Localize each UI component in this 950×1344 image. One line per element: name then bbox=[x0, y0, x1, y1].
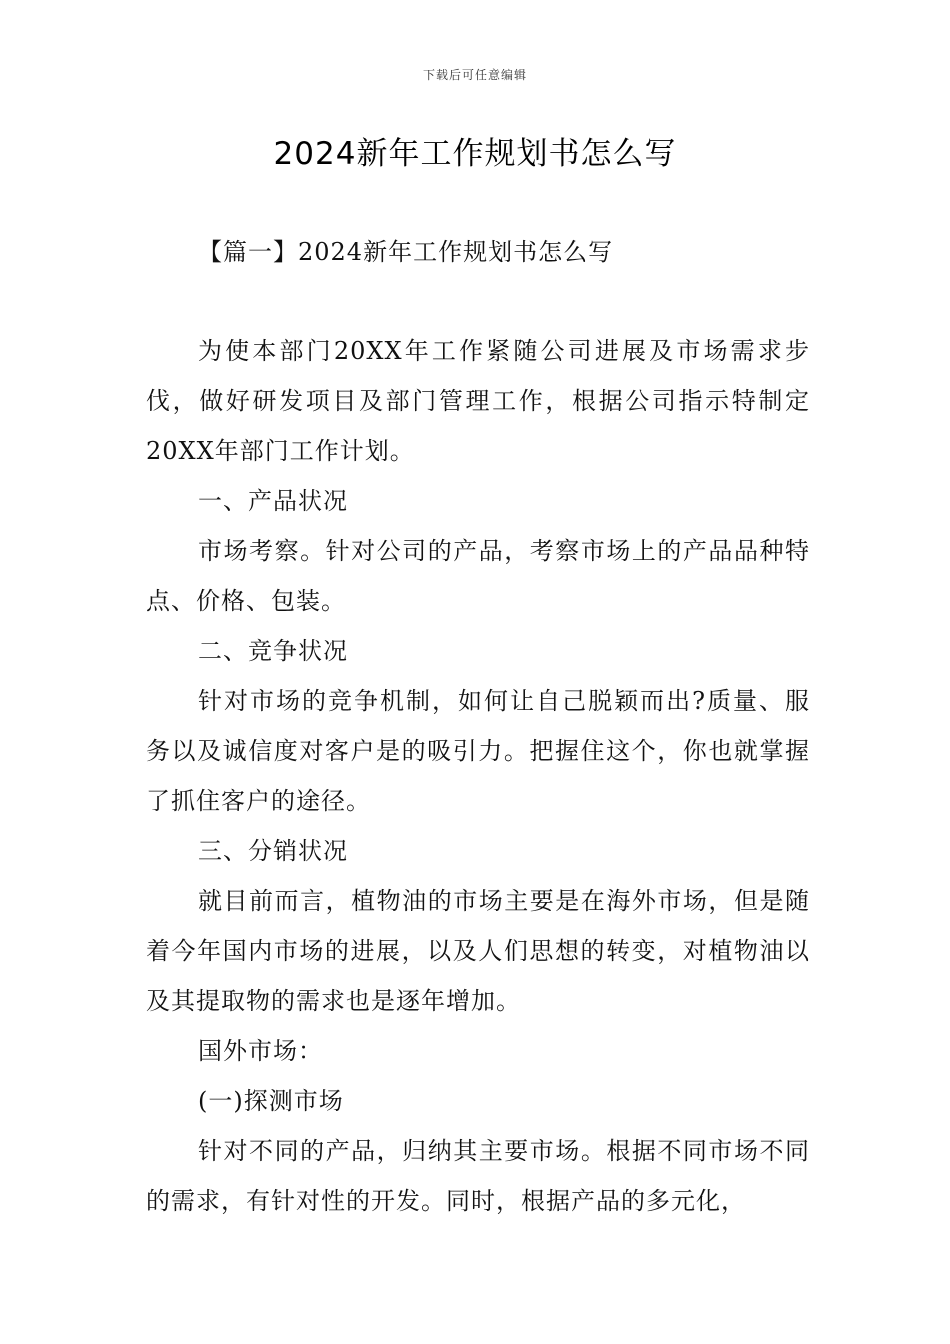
header-note: 下载后可任意编辑 bbox=[422, 68, 527, 82]
body-text bbox=[146, 326, 810, 1226]
paragraph: 针对不同的产品，归纳其主要市场。根据不同市场不同的需求，有针对性的开发。同时，根据产品的多元化， bbox=[146, 1137, 810, 1215]
subheading-foreign-market: 国外市场： bbox=[198, 1037, 323, 1065]
paragraph: 市场考察。针对公司的产品，考察市场上的产品品种特点、价格、包装。 bbox=[146, 537, 810, 615]
section-heading: 【篇一】2024新年工作规划书怎么写 bbox=[198, 238, 614, 266]
paragraph: 就目前而言，植物油的市场主要是在海外市场，但是随着今年国内市场的进展，以及人们思想的转变，对植物油以及其提取物的需求也是逐年增加。 bbox=[146, 887, 810, 1015]
subheading-product: 一、产品状况 bbox=[198, 487, 348, 515]
paragraph: 针对市场的竞争机制，如何让自己脱颖而出?质量、服务以及诚信度对客户是的吸引力。把握住这个，你也就掌握了抓住客户的途径。 bbox=[146, 687, 810, 815]
subheading-competition: 二、竞争状况 bbox=[198, 637, 348, 665]
subheading-explore-market: (一)探测市场 bbox=[198, 1087, 344, 1115]
document-title: 2024新年工作规划书怎么写 bbox=[273, 136, 677, 172]
paragraph: 为使本部门20XX年工作紧随公司进展及市场需求步伐，做好研发项目及部门管理工作，根据公司指示特制定20XX年部门工作计划。 bbox=[146, 337, 810, 465]
subheading-distribution: 三、分销状况 bbox=[198, 837, 348, 865]
